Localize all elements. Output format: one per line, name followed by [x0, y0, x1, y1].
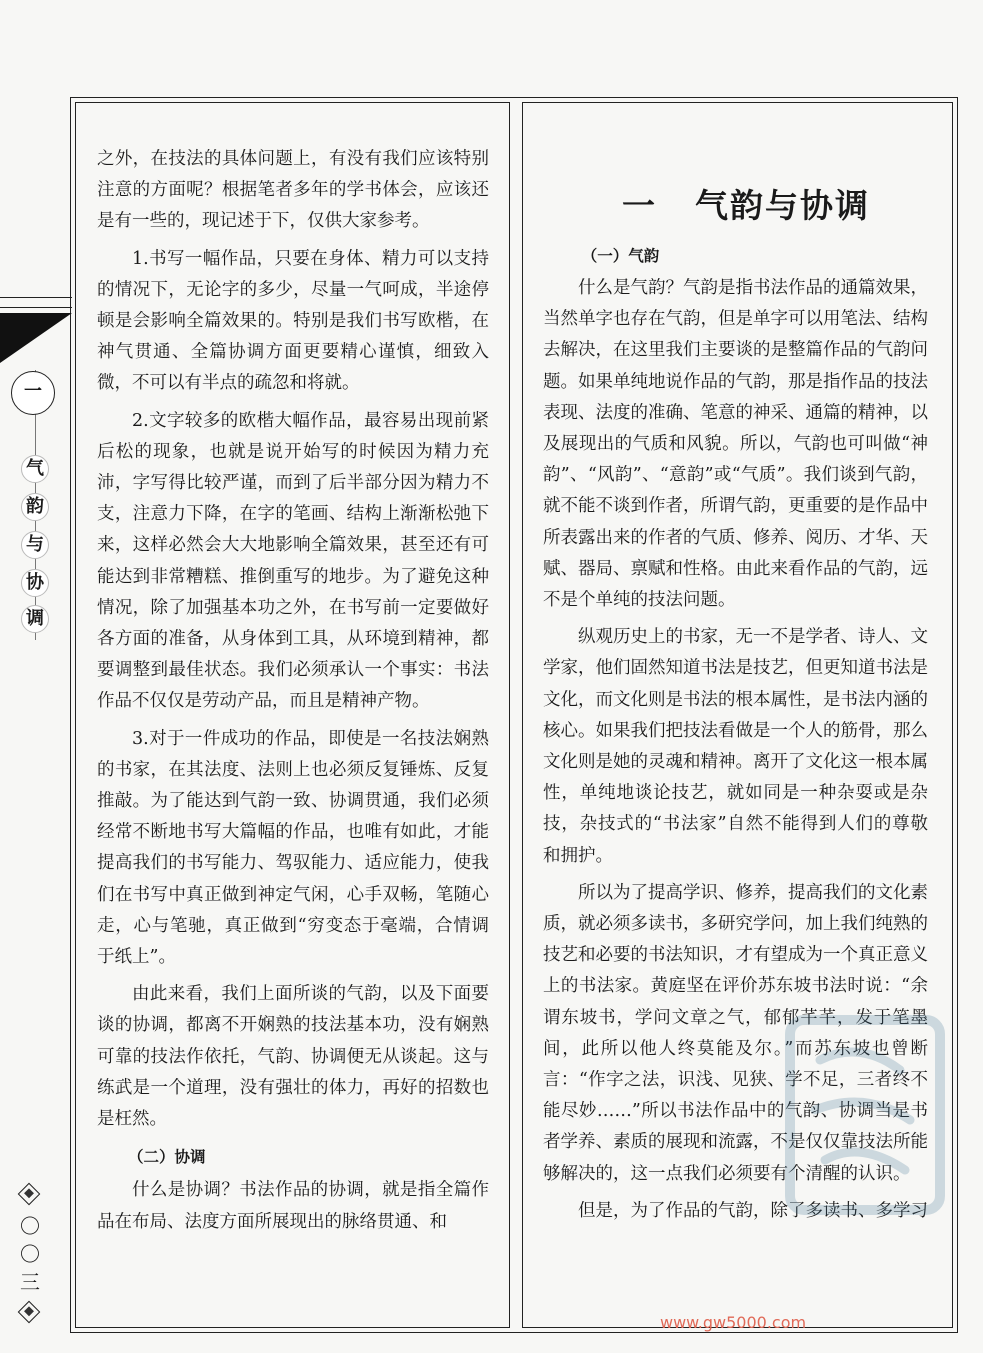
diamond-ornament-icon: [18, 1301, 41, 1324]
sidebar-chapter-number: 一: [11, 371, 55, 415]
sidebar-title-char: 韵: [21, 493, 49, 521]
paragraph: 由此来看，我们上面所谈的气韵，以及下面要谈的协调，都离不开娴熟的技法基本功，没有娴熟可靠的技法作依托，气韵、协调便无从谈起。这与练武是一个道理，没有强壮的体力，再好的招数也是枉然。: [97, 984, 489, 1130]
paragraph: 什么是协调？书法作品的协调，就是指全篇作品在布局、法度方面所展现出的脉络贯通、和: [97, 1180, 489, 1232]
paragraph: 但是，为了作品的气韵，除了多读书、多学习: [578, 1200, 928, 1221]
sidebar-title-char: 与: [21, 531, 49, 559]
diamond-ornament-icon: [18, 1183, 41, 1206]
paragraph: 之外，在技法的具体问题上，有没有我们应该特别注意的方面呢？根据笔者多年的学书体会，应该还是有一些的，现记述于下，仅供大家参考。: [97, 149, 489, 232]
paragraph: 3.对于一件成功的作品，即使是一名技法娴熟的书家，在其法度、法则上也必须反复锤炼、反复推敲。为了能达到气韵一致、协调贯通，我们必须经常不断地书写大篇幅的作品，也唯有如此，才能提高我们的书写能力、驾驭能力、适应能力，使我们在书写中真正做到神定气闲，心手双畅，笔随心走，心与笔驰，真正做到“穷变态于毫端，合情调于纸上”。: [97, 728, 489, 968]
paragraph: 纵观历史上的书家，无一不是学者、诗人、文学家，他们固然知道书法是技艺，但更知道书法是文化，而文化则是书法的根本属性，是书法内涵的核心。如果我们把技法看做是一个人的筋骨，那么文化则是她的灵魂和精神。离开了文化这一根本属性，单纯地谈论技艺，就如同是一种杂耍或是杂技，杂技式的“书法家”自然不能得到人们的尊敬和拥护。: [543, 627, 928, 866]
paragraph: 所以为了提高学识、修养，提高我们的文化素质，就必须多读书，多研究学问，加上我们纯熟的技艺和必要的书法知识，才有望成为一个真正意义上的书法家。黄庭坚在评价苏东坡书法时说：“余谓东坡书，学问文章之气，郁郁芊芊，发于笔墨间，此所以他人终莫能及尔。”而苏东坡也曾断言：“作字之法，识浅、见狭、学不足，三者终不能尽妙……”所以书法作品中的气韵、协调当是书者学养、素质的展现和流露，不是仅仅靠技法所能够解决的，这一点我们必须要有个清醒的认识。: [543, 882, 928, 1184]
sidebar-title-char: 协: [21, 569, 49, 597]
seal-watermark-icon: [760, 1010, 960, 1220]
section-subheading: （二）协调: [128, 1148, 206, 1167]
website-watermark: www.gw5000.com: [660, 1313, 807, 1332]
corner-wedge: [0, 313, 72, 363]
paragraph: 2.文字较多的欧楷大幅作品，最容易出现前紧后松的现象，也就是说开始写的时候因为精力充沛，字写得比较严谨，而到了后半部分因为精力不支，注意力下降，在字的笔画、结构上渐渐松弛下来，这样必然会大大地影响全篇效果，甚至还有可能达到非常糟糕、推倒重写的地步。为了避免这种情况，除了加强基本功之外，在书写前一定要做好各方面的准备，从身体到工具，从环境到精神，都要调整到最佳状态。我们必须承认一个事实：书法作品不仅仅是劳动产品，而且是精神产物。: [97, 410, 489, 712]
paragraph: 什么是气韵？气韵是指书法作品的通篇效果，当然单字也存在气韵，但是单字可以用笔法、结构去解决，在这里我们主要谈的是整篇作品的气韵问题。如果单纯地说作品的气韵，那是指作品的技法表现、法度的准确、笔意的神采、通篇的精神，以及展现出的气质和风貌。所以，气韵也可叫做“神韵”、“风韵”、“意韵”或“气质”。我们谈到气韵，就不能不谈到作者，所谓气韵，更重要的是作品中所表露出来的作者的气质、修养、阅历、才华、天赋、器局、禀赋和性格。由此来看作品的气韵，远不是个单纯的技法问题。: [543, 278, 928, 611]
chapter-title: 一 气韵与协调: [622, 186, 870, 225]
sidebar-title-char: 气: [21, 455, 49, 483]
page-number: 〇 〇 三: [20, 1214, 40, 1294]
tab-lines: [0, 297, 72, 313]
paragraph: 1.书写一幅作品，只要在身体、精力可以支持的情况下，无论字的多少，尽量一气呵成，半途停顿是会影响全篇效果的。特别是我们书写欧楷，在神气贯通、全篇协调方面更要精心谨慎，细致入微，不可以有半点的疏忽和将就。: [97, 248, 489, 394]
left-column: [97, 144, 489, 1238]
section-subheading: （一）气韵: [581, 247, 660, 265]
column-divider: [509, 102, 523, 1328]
sidebar-title-char: 调: [21, 605, 49, 633]
